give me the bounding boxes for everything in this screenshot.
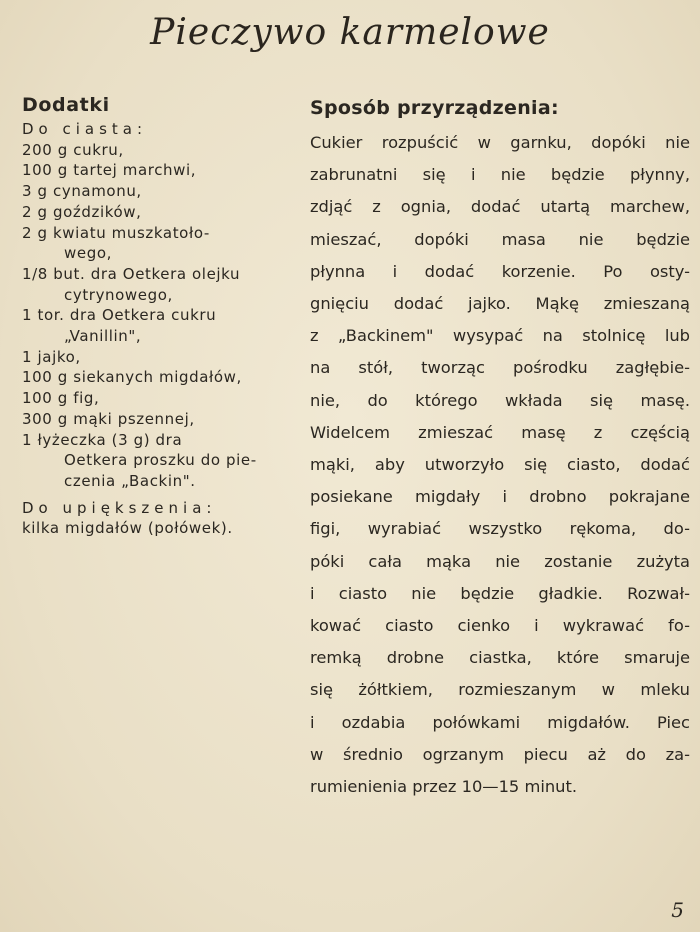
method-heading: Sposób przyrządzenia: [310, 97, 559, 119]
decor-list [22, 518, 290, 539]
dough-label: Do ciasta: [22, 120, 148, 138]
method-line: zabrunatni się i nie będzie płynny, [310, 165, 690, 185]
ingredients-heading: Dodatki [22, 94, 110, 116]
method-line: w średnio ogrzanym piecu aż do za- [310, 744, 690, 764]
ingredient-item [22, 140, 290, 161]
method-line: płynna i dodać korzenie. Po osty- [310, 261, 690, 281]
ingredient-item [22, 347, 290, 368]
ingredient-item [22, 223, 290, 264]
ingredient-item [22, 367, 290, 388]
method-line: mieszać, dopóki masa nie będzie [310, 229, 690, 249]
ingredient-line-continued: czenia „Backin". [64, 471, 196, 490]
page-number: 5 [671, 898, 684, 922]
ingredient-line: 1 jajko, [22, 347, 81, 366]
ingredient-line: 100 g tartej marchwi, [22, 161, 197, 180]
method-line: i ozdabia połówkami migdałów. Piec [310, 712, 690, 732]
decor-label: Do upiększenia: [22, 498, 217, 517]
ingredient-item [22, 160, 290, 181]
ingredient-item [22, 388, 290, 409]
ingredient-item [22, 181, 290, 202]
method-line: remką drobne ciastka, które smaruje [310, 648, 690, 668]
method-line: nie, do którego wkłada się masę. [310, 390, 690, 410]
method-line: zdjąć z ognia, dodać utartą marchew, [310, 197, 690, 217]
ingredient-line: 1 tor. dra Oetkera cukru [22, 306, 217, 325]
ingredient-item [22, 409, 290, 430]
ingredient-line-continued: „Vanillin", [64, 327, 142, 346]
method-line: na stół, tworząc pośrodku zagłębie- [310, 358, 690, 378]
ingredient-item [22, 202, 290, 223]
method-line: figi, wyrabiać wszystko rękoma, do- [310, 519, 690, 539]
ingredient-line: 1 łyżeczka (3 g) dra [22, 430, 183, 449]
ingredient-line: 1/8 but. dra Oetkera olejku [22, 264, 241, 283]
method-column [310, 95, 690, 803]
ingredient-line-continued: Oetkera proszku do pie- [64, 451, 257, 470]
ingredient-list [22, 140, 290, 492]
ingredient-line: 300 g mąki pszennej, [22, 409, 195, 428]
ingredient-item [22, 305, 290, 346]
ingredient-line: 2 g goździków, [22, 202, 142, 221]
ingredient-line-continued: cytrynowego, [64, 285, 173, 304]
method-line: rumienienia przez 10—15 minut. [310, 777, 578, 797]
method-line: z „Backinem" wysypać na stolnicę lub [310, 326, 690, 346]
method-line: kować ciasto cienko i wykrawać fo- [310, 616, 690, 636]
method-line: gnięciu dodać jajko. Mąkę zmieszaną [310, 294, 690, 314]
ingredient-line: 100 g fig, [22, 389, 100, 408]
ingredient-line: 3 g cynamonu, [22, 182, 142, 201]
ingredient-item [22, 264, 290, 305]
method-line: i ciasto nie będzie gładkie. Rozwał- [310, 583, 690, 603]
method-line: się żółtkiem, rozmieszanym w mleku [310, 680, 690, 700]
ingredient-item [22, 430, 290, 492]
method-line: mąki, aby utworzyło się ciasto, dodać [310, 455, 690, 475]
method-line: Cukier rozpuścić w garnku, dopóki nie [310, 133, 690, 152]
ingredients-column [22, 92, 290, 539]
ingredient-line: 200 g cukru, [22, 140, 124, 159]
ingredient-line: 2 g kwiatu muszkatoło- [22, 223, 210, 242]
method-text [310, 127, 690, 803]
method-line: posiekane migdały i drobno pokrajane [310, 487, 690, 507]
method-line: póki cała mąka nie zostanie zużyta [310, 551, 690, 571]
ingredient-line: 100 g siekanych migdałów, [22, 368, 242, 387]
decor-item: kilka migdałów (połówek). [22, 519, 233, 538]
ingredient-line-continued: wego, [64, 244, 112, 263]
page-title: Pieczywo karmelowe [150, 12, 550, 53]
method-line: Widelcem zmieszać masę z częścią [310, 422, 690, 442]
